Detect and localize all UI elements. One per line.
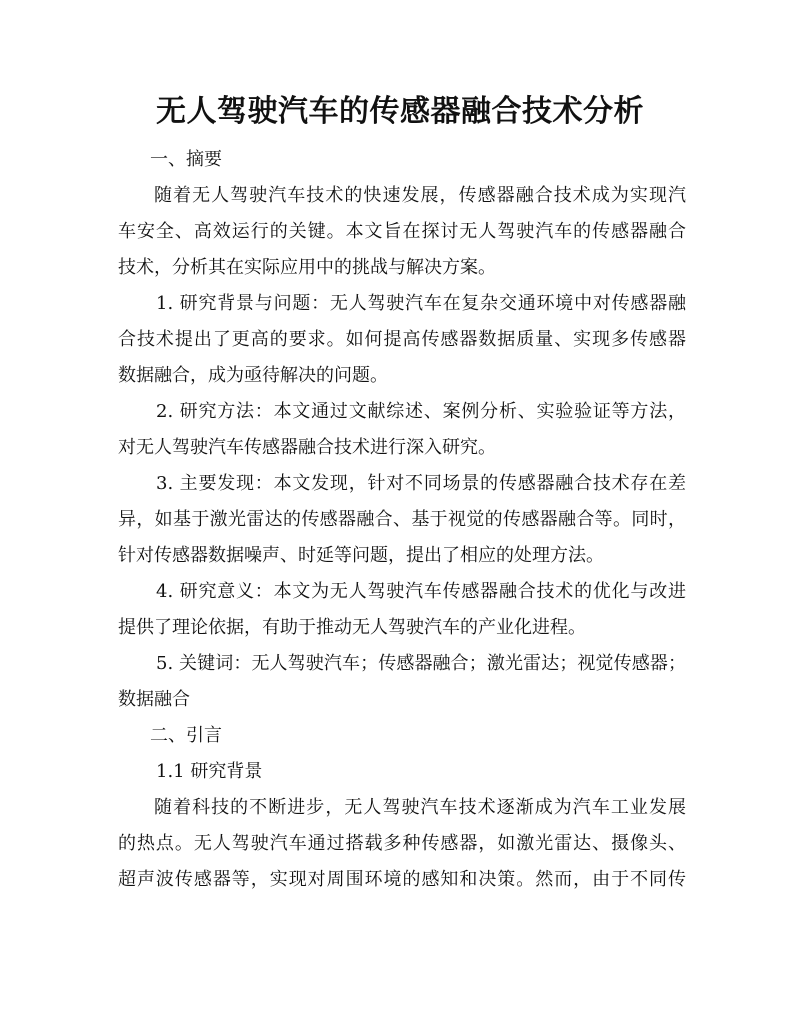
- paragraph-line: 合技术提出了更高的要求。如何提高传感器数据质量、实现多传感器: [118, 329, 686, 350]
- abstract-item-4: [118, 574, 686, 646]
- paragraph-line: 车安全、高效运行的关键。本文旨在探讨无人驾驶汽车的传感器融合: [118, 221, 686, 242]
- paragraph-line: 随着无人驾驶汽车技术的快速发展，传感器融合技术成为实现汽: [154, 185, 686, 206]
- section-heading-introduction: 二、引言: [150, 725, 222, 746]
- paragraph-line: 3. 主要发现：本文发现，针对不同场景的传感器融合技术存在差: [156, 473, 686, 494]
- abstract-item-1: [118, 286, 686, 394]
- paragraph-line: 超声波传感器等，实现对周围环境的感知和决策。然而，由于不同传: [118, 869, 686, 890]
- paragraph-line: 2. 研究方法：本文通过文献综述、案例分析、实验验证等方法，: [156, 401, 686, 422]
- paragraph-line: 数据融合: [118, 689, 190, 710]
- subsection-heading-background: 1.1 研究背景: [156, 761, 263, 782]
- abstract-item-2: [118, 394, 686, 466]
- abstract-item-3: [118, 466, 686, 574]
- abstract-paragraph: [118, 178, 686, 286]
- paragraph-line: 1. 研究背景与问题：无人驾驶汽车在复杂交通环境中对传感器融: [156, 293, 686, 314]
- paragraph-line: 随着科技的不断进步，无人驾驶汽车技术逐渐成为汽车工业发展: [154, 797, 686, 818]
- paragraph-line: 异，如基于激光雷达的传感器融合、基于视觉的传感器融合等。同时，: [118, 509, 686, 530]
- paragraph-line: 对无人驾驶汽车传感器融合技术进行深入研究。: [118, 437, 496, 458]
- paragraph-line: 针对传感器数据噪声、时延等问题，提出了相应的处理方法。: [118, 545, 604, 566]
- paragraph-line: 的热点。无人驾驶汽车通过搭载多种传感器，如激光雷达、摄像头、: [118, 833, 686, 854]
- paragraph-line: 数据融合，成为亟待解决的问题。: [118, 365, 388, 386]
- paragraph-line: 5. 关键词：无人驾驶汽车；传感器融合；激光雷达；视觉传感器；: [156, 653, 686, 674]
- document-title: 无人驾驶汽车的传感器融合技术分析: [156, 94, 644, 129]
- abstract-item-keywords: [118, 646, 686, 718]
- introduction-paragraph: [118, 790, 686, 898]
- paragraph-line: 提供了理论依据，有助于推动无人驾驶汽车的产业化进程。: [118, 617, 586, 638]
- paragraph-line: 4. 研究意义：本文为无人驾驶汽车传感器融合技术的优化与改进: [156, 581, 686, 602]
- section-heading-abstract: 一、摘要: [150, 149, 222, 170]
- paragraph-line: 技术，分析其在实际应用中的挑战与解决方案。: [118, 257, 496, 278]
